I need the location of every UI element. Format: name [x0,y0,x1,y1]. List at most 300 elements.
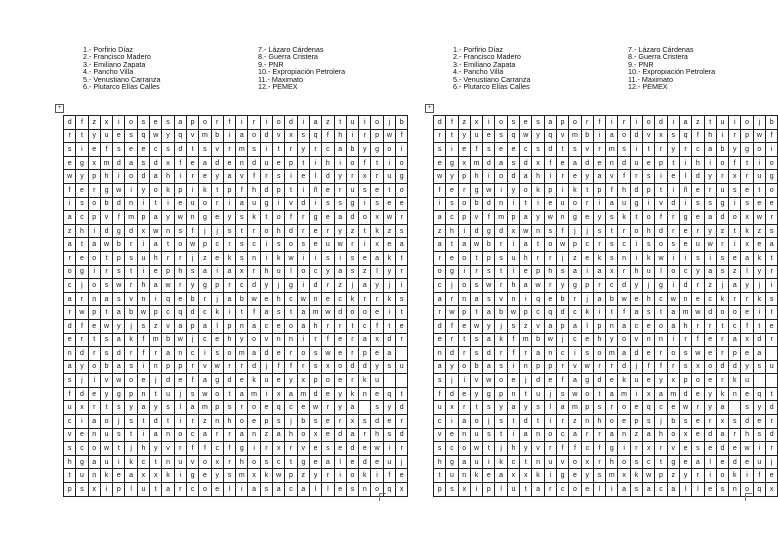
grid-cell: e [309,238,321,252]
grid-cell: w [692,347,704,361]
grid-cell: i [630,387,642,401]
grid-row [434,238,778,252]
grid-cell: n [88,292,100,306]
grid-row [64,319,408,333]
grid-cell: f [556,374,568,388]
grid-cell: s [322,197,334,211]
grid-cell: i [260,116,272,130]
grid-cell: f [76,116,88,130]
grid-cell: f [544,156,556,170]
grid-cell: e [507,374,519,388]
grid-cell: f [137,333,149,347]
grid-cell: p [544,183,556,197]
grid-cell: y [679,469,691,483]
grid-cell: t [741,156,753,170]
grid-cell: b [162,333,174,347]
grid-cell: e [446,428,458,442]
grid-cell: p [593,319,605,333]
grid-cell: r [630,170,642,184]
grid-cell: u [630,156,642,170]
grid-cell: k [495,333,507,347]
grid-cell: i [630,143,642,157]
grid-cell: p [556,319,568,333]
grid-cell: g [446,156,458,170]
grid-cell: f [199,442,211,456]
grid-cell: o [618,455,630,469]
grid-row [64,224,408,238]
grid-cell: w [753,211,765,225]
grid-cell: g [581,374,593,388]
grid-cell: n [729,387,741,401]
grid-cell: s [606,251,618,265]
grid-cell: q [174,129,186,143]
grid-cell: i [618,442,630,456]
grid-cell: i [137,238,149,252]
grid-cell: y [334,170,346,184]
grid-cell: d [76,387,88,401]
grid-cell: x [236,265,248,279]
grid-cell: s [483,143,495,157]
grid-cell: e [741,387,753,401]
grid-cell: a [322,455,334,469]
grid-cell: x [643,387,655,401]
grid-cell: r [346,333,358,347]
grid-cell: q [532,292,544,306]
grid-cell: s [495,360,507,374]
grid-cell: t [186,143,198,157]
grid-cell: s [309,415,321,429]
grid-cell: i [137,265,149,279]
grid-cell: a [520,279,532,293]
grid-cell: w [64,170,76,184]
grid-cell: e [322,428,334,442]
grid-cell: e [371,306,383,320]
grid-cell: j [125,319,137,333]
grid-cell: f [248,170,260,184]
grid-cell: r [223,143,235,157]
grid-cell: n [236,319,248,333]
word-item: 11.- Maximato [258,74,304,84]
grid-cell: o [396,183,408,197]
grid-cell: p [532,265,544,279]
grid-cell: j [211,224,223,238]
grid-cell: r [655,442,667,456]
grid-cell: t [716,319,728,333]
grid-cell: s [679,347,691,361]
grid-cell [359,401,371,415]
grid-cell: w [383,129,395,143]
grid-cell: l [679,483,691,497]
grid-cell: h [150,251,162,265]
grid-cell: x [667,374,679,388]
grid-cell: c [186,428,198,442]
grid-cell: v [556,455,568,469]
grid-cell: o [581,387,593,401]
grid-cell: s [692,251,704,265]
grid-cell: i [667,279,679,293]
grid-cell: a [236,428,248,442]
grid-cell: a [729,333,741,347]
grid-cell: b [606,292,618,306]
grid-cell: t [150,197,162,211]
grid-cell: h [643,292,655,306]
grid-cell: h [64,455,76,469]
word-item: 11.- Maximato [628,74,674,84]
grid-cell: x [137,224,149,238]
grid-cell: p [532,360,544,374]
grid-cell: e [88,319,100,333]
grid-cell: f [285,360,297,374]
grid-cell: a [606,387,618,401]
grid-cell: x [766,483,778,497]
grid-cell: e [322,292,334,306]
grid-cell: p [285,469,297,483]
grid-cell: r [223,279,235,293]
grid-cell: d [729,360,741,374]
grid-cell: a [630,306,642,320]
grid-row [64,442,408,456]
grid-cell: z [260,428,272,442]
grid-cell: x [532,156,544,170]
grid-row [64,347,408,361]
grid-cell: d [371,415,383,429]
grid-cell: i [483,116,495,130]
grid-cell: e [716,455,728,469]
grid-cell: d [679,279,691,293]
grid-cell: r [593,455,605,469]
grid-cell: d [322,170,334,184]
grid-cell: e [334,333,346,347]
grid-cell: s [260,483,272,497]
grid-cell: a [199,265,211,279]
grid-cell: w [753,129,765,143]
grid-cell: n [532,428,544,442]
grid-cell: e [692,415,704,429]
grid-cell: l [741,265,753,279]
grid-cell: a [569,428,581,442]
grid-cell: g [199,279,211,293]
grid-cell: r [260,442,272,456]
grid-cell: a [150,238,162,252]
grid-cell: u [346,183,358,197]
grid-cell: g [236,442,248,456]
grid-cell: o [434,265,446,279]
grid-cell: o [766,156,778,170]
grid-cell: f [371,319,383,333]
grid-cell: w [532,279,544,293]
grid-cell: x [297,374,309,388]
grid-cell: i [273,197,285,211]
grid-cell: y [729,143,741,157]
grid-cell: r [458,347,470,361]
grid-cell: s [692,442,704,456]
grid-cell: b [186,292,198,306]
grid-cell: r [606,360,618,374]
grid-cell: k [125,455,137,469]
grid-cell: m [236,347,248,361]
grid-cell: p [569,238,581,252]
grid-cell: w [704,238,716,252]
grid-cell: i [359,238,371,252]
grid-cell: x [322,360,334,374]
grid-cell: e [334,442,346,456]
grid-cell: h [174,265,186,279]
grid-cell: r [630,442,642,456]
grid-cell: w [556,238,568,252]
grid-cell: n [162,428,174,442]
grid-cell: e [137,143,149,157]
grid-row [64,251,408,265]
grid-cell: v [64,428,76,442]
grid-cell: c [618,238,630,252]
grid-cell: e [581,483,593,497]
grid-cell [766,347,778,361]
grid-cell: d [285,224,297,238]
grid-cell: e [88,143,100,157]
grid-cell: g [260,197,272,211]
grid-cell: o [618,129,630,143]
grid-cell: r [88,401,100,415]
grid-cell: g [483,224,495,238]
grid-cell: y [113,319,125,333]
grid-cell: o [618,333,630,347]
grid-cell: s [729,183,741,197]
grid-cell: y [76,170,88,184]
table-move-handle[interactable]: + [425,104,434,113]
grid-cell: a [606,129,618,143]
grid-cell: z [64,224,76,238]
grid-cell: r [396,333,408,347]
grid-cell: o [458,279,470,293]
grid-cell: s [766,292,778,306]
grid-cell: v [186,455,198,469]
grid-cell: s [495,251,507,265]
grid-cell: n [643,333,655,347]
grid-cell: b [113,238,125,252]
grid-cell: n [606,319,618,333]
grid-cell: r [199,292,211,306]
grid-cell: j [556,251,568,265]
grid-cell: m [520,333,532,347]
grid-cell: h [248,183,260,197]
grid-cell: s [483,292,495,306]
grid-cell: s [113,265,125,279]
grid-cell: a [507,401,519,415]
grid-cell: v [569,360,581,374]
grid-cell: s [273,238,285,252]
word-item: 5.- Venustiano Carranza [453,74,531,84]
grid-cell: j [76,374,88,388]
grid-cell: e [260,292,272,306]
grid-cell: e [520,265,532,279]
grid-cell: t [346,319,358,333]
grid-cell: n [618,428,630,442]
grid-cell: s [581,347,593,361]
grid-cell: d [766,428,778,442]
grid-cell: z [334,279,346,293]
grid-row [434,129,778,143]
grid-cell: d [630,347,642,361]
grid-cell: m [297,387,309,401]
grid-cell: x [137,469,149,483]
grid-cell: u [470,455,482,469]
grid-cell: e [273,156,285,170]
grid-cell: g [766,170,778,184]
grid-cell: i [186,183,198,197]
grid-cell: i [753,306,765,320]
grid-cell: i [223,197,235,211]
grid-cell: x [309,428,321,442]
grid-cell: s [532,401,544,415]
word-item: 2.- Francisco Madero [83,52,151,62]
grid-cell: r [766,442,778,456]
grid-cell: p [174,183,186,197]
grid-cell: y [285,374,297,388]
grid-cell: a [236,129,248,143]
grid-cell: x [581,455,593,469]
table-move-handle[interactable]: + [55,104,64,113]
grid-cell: r [495,238,507,252]
grid-row [434,116,778,130]
grid-cell: o [88,442,100,456]
grid-cell: i [606,116,618,130]
grid-cell: l [285,265,297,279]
grid-cell: i [64,197,76,211]
grid-row [64,238,408,252]
grid-cell: s [507,156,519,170]
grid-cell: i [137,428,149,442]
grid-cell: w [113,183,125,197]
grid-cell: a [741,251,753,265]
grid-cell: d [581,156,593,170]
grid-cell: r [211,428,223,442]
grid-row [64,360,408,374]
grid-cell: p [458,211,470,225]
grid-cell: x [248,469,260,483]
grid-cell: t [273,143,285,157]
grid-cell: d [704,306,716,320]
word-item: 6.- Plutarco Elías Calles [453,82,530,92]
grid-cell: d [186,306,198,320]
grid-cell: s [162,116,174,130]
grid-cell: f [174,156,186,170]
grid-cell: u [322,238,334,252]
grid-cell: a [297,483,309,497]
grid-cell: i [581,265,593,279]
grid-cell: c [64,415,76,429]
grid-cell: e [458,319,470,333]
grid-cell: w [297,292,309,306]
grid-cell: n [88,428,100,442]
grid-cell: i [113,455,125,469]
grid-cell: t [655,455,667,469]
grid-cell: b [667,415,679,429]
grid-cell: x [285,129,297,143]
grid-cell: a [273,483,285,497]
grid-cell: n [544,347,556,361]
grid-cell: i [211,265,223,279]
grid-cell: e [741,183,753,197]
grid-cell: v [199,360,211,374]
grid-cell: j [186,251,198,265]
grid-cell: y [704,170,716,184]
grid-cell: a [371,251,383,265]
grid-cell: w [273,469,285,483]
grid-cell: o [667,265,679,279]
grid-cell: w [483,183,495,197]
grid-cell: f [322,333,334,347]
grid-cell: h [309,319,321,333]
grid-row [434,455,778,469]
grid-cell: y [260,279,272,293]
grid-cell: i [716,129,728,143]
grid-cell: r [396,415,408,429]
grid-cell: a [199,374,211,388]
grid-row [434,156,778,170]
grid-cell: y [446,360,458,374]
grid-cell: f [434,183,446,197]
grid-cell: z [729,265,741,279]
grid-cell: r [285,143,297,157]
grid-cell: r [716,374,728,388]
grid-cell: u [753,455,765,469]
grid-cell: d [483,347,495,361]
grid-cell: r [88,183,100,197]
grid-cell: w [520,224,532,238]
grid-cell: w [162,279,174,293]
grid-cell: g [346,197,358,211]
word-item: 6.- Plutarco Elías Calles [83,82,160,92]
grid-cell: y [88,129,100,143]
grid-cell: o [88,251,100,265]
grid-cell: w [174,333,186,347]
grid-cell: i [88,265,100,279]
grid-cell: z [359,265,371,279]
grid-cell: a [667,306,679,320]
grid-cell: i [458,224,470,238]
grid-cell: l [174,401,186,415]
grid-cell: o [359,306,371,320]
grid-cell: c [199,306,211,320]
grid-cell: f [606,183,618,197]
grid-cell: q [753,483,765,497]
grid-row [434,265,778,279]
grid-cell: i [520,292,532,306]
grid-cell: i [544,469,556,483]
grid-cell: w [199,387,211,401]
grid-cell: k [741,224,753,238]
grid-cell: r [125,238,137,252]
grid-cell: a [64,292,76,306]
word-item: 12.- PEMEX [628,82,668,92]
grid-cell: f [236,183,248,197]
grid-row [64,428,408,442]
grid-cell: y [753,265,765,279]
grid-cell: s [446,197,458,211]
grid-cell: a [334,265,346,279]
grid-cell: w [383,211,395,225]
grid-cell: p [211,279,223,293]
grid-cell: d [446,387,458,401]
grid-cell: i [630,116,642,130]
grid-cell: i [346,129,358,143]
grid-cell: k [753,292,765,306]
grid-cell: d [532,374,544,388]
grid-cell: s [125,360,137,374]
grid-cell: o [569,197,581,211]
grid-cell: a [766,238,778,252]
grid-cell: z [753,224,765,238]
